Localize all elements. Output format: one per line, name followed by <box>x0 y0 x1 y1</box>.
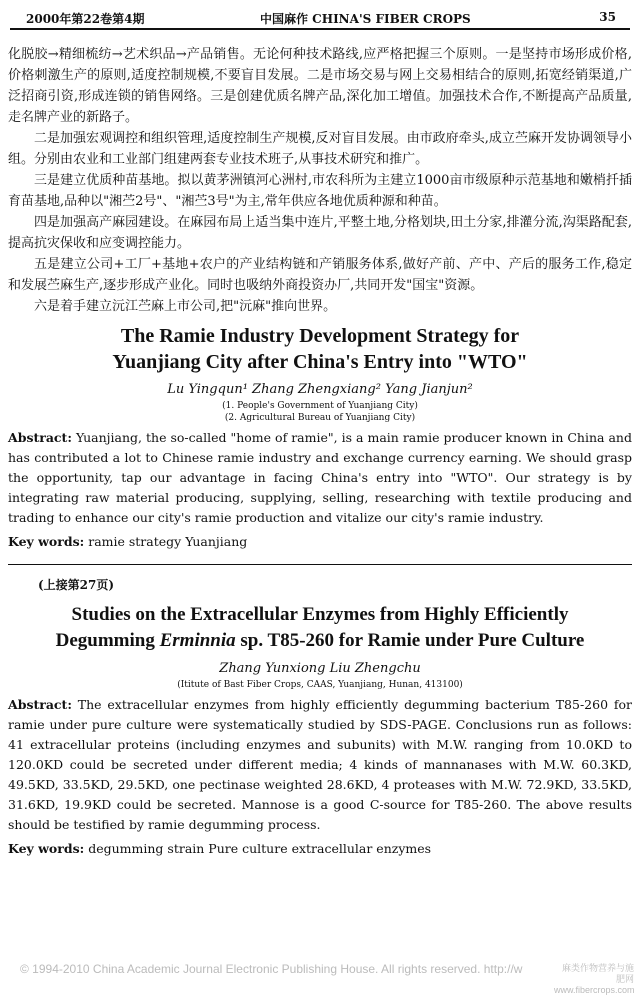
article-2-abstract <box>8 695 632 835</box>
keywords-text: degumming strain Pure culture extracellular enzymes <box>88 841 432 856</box>
page-number: 35 <box>599 10 616 24</box>
article-2-title-line-2 <box>8 628 632 654</box>
watermark-line-1: 麻类作物营养与施肥网 <box>561 963 634 984</box>
article-2-authors: Zhang Yunxiong Liu Zhengchu <box>219 661 421 676</box>
copyright-footer: © 1994-2010 China Academic Journal Electronic Publishing House. All rights reserved. http://w <box>20 962 523 976</box>
article-1-title-line-2: Yuanjiang City after China's Entry into "WTO" <box>112 351 528 373</box>
abstract-text: Yuanjiang, the so-called "home of ramie", is a main ramie producer known in China and has contributed a lot to Chinese ramie industry and exchange currency earning. We should grasp the opportunity, tap our advantage in facing China's entry into "WTO". Our strategy is by integrating raw material producing, supplying, selling, researching with textile producing and trading to enhance our city's ramie production and vitalize our city's ramie industry. <box>8 430 632 525</box>
article-1-authors: Lu Yingqun¹ Zhang Zhengxiang² Yang Jianjun² <box>167 382 473 397</box>
continued-from-note: (上接第27页) <box>38 578 115 592</box>
title-part-b: sp. T85-260 for Ramie under Pure Culture <box>235 630 585 651</box>
title-part-a: Degumming <box>55 630 160 651</box>
keywords-label: Key words: <box>8 841 85 856</box>
article-2-title-line-1: Studies on the Extracellular Enzymes from Highly Efficiently <box>71 604 569 625</box>
keywords-text: ramie strategy Yuanjiang <box>88 534 248 549</box>
article-1-title <box>8 323 632 375</box>
article-2-title <box>8 602 632 654</box>
title-genus: Erminnia <box>159 630 236 651</box>
keywords-label: Key words: <box>8 534 85 549</box>
abstract-text: The extracellular enzymes from highly efficiently degumming bacterium T85-260 for ramie under pure culture were systematically studied by SDS-PAGE. Conclusions run as follows: 41 extracellular proteins (including enzymes and subunits) with M.W. ranging from 10.0KD to 120.0KD could be secreted under different media; 4 kinds of mannanases with M.W. 60.3KD, 49.5KD, 33.5KD, 29.5KD, one pectinase weighted 28.6KD, 4 proteases with M.W. 72.9KD, 33.5KD, 31.6KD, 19.9KD could be secreted. Mannose is a good C-source for T85-260. The above results should be testified by ramie degumming process. <box>8 697 632 832</box>
article-2-keywords <box>8 839 632 859</box>
article-1-abstract <box>8 428 632 528</box>
article-1-keywords <box>8 532 632 552</box>
article-1 <box>8 323 632 552</box>
paragraph-item-6: 六是着手建立沅江苎麻上市公司,把"沅麻"推向世界。 <box>34 299 337 314</box>
paragraph-item-4: 四是加强高产麻园建设。在麻园布局上适当集中连片,平整土地,分格划块,田土分家,排灌分流,沟渠路配套,提高抗灾保收和应变调控能力。 <box>8 215 632 251</box>
journal-name: 中国麻作 CHINA'S FIBER CROPS <box>260 12 471 26</box>
article-2 <box>8 602 632 859</box>
article-1-affiliation-1: (1. People's Government of Yuanjiang City) <box>222 401 418 411</box>
abstract-label: Abstract: <box>8 697 72 712</box>
page-header <box>10 8 630 30</box>
site-watermark <box>554 963 634 996</box>
paragraph-item-2: 二是加强宏观调控和组织管理,适度控制生产规模,反对盲目发展。由市政府牵头,成立苎麻开发协调领导小组。分别由农业和工业部门组建两套专业技术班子,从事技术研究和推广。 <box>8 131 632 167</box>
watermark-line-2: www.fibercrops.com <box>554 985 635 995</box>
paragraph-item-3: 三是建立优质种苗基地。拟以黄茅洲镇河心洲村,市农科所为主建立1000亩市级原种示范基地和嫩梢扦插育苗基地,品种以"湘苎2号"、"湘苎3号"为主,常年供应各地优质种源和种苗。 <box>8 173 632 209</box>
abstract-label: Abstract: <box>8 430 72 445</box>
paragraph-continued: 化脱胶→精细梳纺→艺术织品→产品销售。无论何种技术路线,应严格把握三个原则。一是坚持市场形成价格,价格刺激生产的原则,适度控制规模,不要盲目发展。二是市场交易与网上交易相结合的原则,拓宽经销渠道,广泛招商引资,形成连锁的销售网络。三是创建优质名牌产品,深化加工增值。加强技术合作,不断提高产品质量,走名牌产业的新路子。 <box>8 47 632 125</box>
section-divider <box>8 564 632 565</box>
article-1-affiliation-2: (2. Agricultural Bureau of Yuanjiang City) <box>224 413 416 423</box>
issue-info: 2000年第22卷第4期 <box>26 12 145 26</box>
article-1-title-line-1: The Ramie Industry Development Strategy for <box>120 325 520 347</box>
paragraph-item-5: 五是建立公司+工厂+基地+农户的产业结构链和产销服务体系,做好产前、产中、产后的服务工作,稳定和发展苎麻生产,逐步形成产业化。同时也吸纳外商投资办厂,共同开发"国宝"资源。 <box>8 257 632 293</box>
article-2-affiliation: (Ititute of Bast Fiber Crops, CAAS, Yuanjiang, Hunan, 413100) <box>177 680 463 690</box>
page-body <box>8 44 632 859</box>
